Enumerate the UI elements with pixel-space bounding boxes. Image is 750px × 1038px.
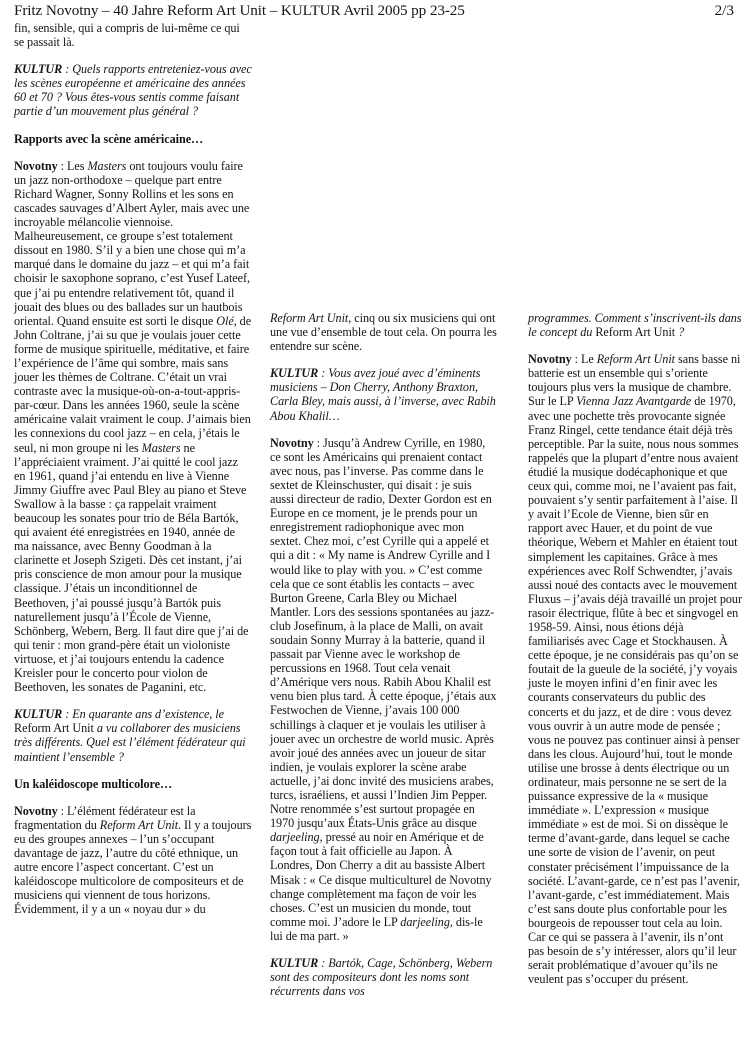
question-text: : En quarante ans d’existence, le [62,707,225,722]
speaker-label-kultur: KULTUR [14,707,63,722]
paragraph-text: , cinq ou six musiciens qui ont une vue d’ensemble de tout cela. On pourra les entendre sur scène. [270,311,497,354]
question-text: : Bartók, Cage, Schönberg, Webern sont des compositeurs dont les noms sont récurrents dans vos [270,956,493,999]
answer-text: , de John Coltrane, j’ai su que je voulais jouer cette forme de musique spirituelle, méditative, et faire l’expérience de l’âme qui sombre, mais sans jouer les thèmes de Coltrane. C’était un vrai contraste avec la musique-où-on-a-tout-appris-par-cœur. Dans les années 1960, seule la scène américaine valait vraiment le coup. J’aimais bien les connexions du cool jazz – en cela, j’étais le seul, ni mon groupe ni les [14,313,252,455]
question-text: : Vous avez joué avec d’éminents musiciens – Don Cherry, Anthony Braxton, Carla Bley, mais aussi, à l’inverse, avec Rabih Abou Khalil… [270,366,496,423]
group-name-reform-art-unit: Reform Art Unit [99,817,179,832]
answer-text: , dis-le lui de ma part. » [270,914,483,943]
answer-eminents-musiciens [270,436,498,943]
page-number: 2/3 [714,2,734,19]
question-compositeurs [270,956,498,998]
running-header-title: Fritz Novotny – 40 Jahre Reform Art Unit – KULTUR Avril 2005 pp 23-25 [14,2,465,19]
answer-text: : Les [57,158,88,173]
album-title-ole: Olé [216,313,234,328]
album-title-darjeeling: darjeeling [400,914,450,929]
paragraph-continuation [270,311,498,353]
speaker-label-kultur: KULTUR [14,62,63,77]
answer-rapports [14,159,252,695]
answer-text: ont toujours voulu faire un jazz non-orthodoxe – quelque part entre Richard Wagner, Sonny Rollins et les sons en cascades sauvages d’Albert Ayler, mais avec une incroyable mélancolie viennoise. Malheureusement, ce groupe s’est totalement dissout en 1980. S’il y a bien une chose qui m’a marqué dans le domaine du jazz – et qui m’a fait choisir le saxophone soprano, c’est Yusef Lateef, que j’ai pu entendre relativement tôt, quand il jouait des blues ou des ballades sur un hautbois oriental. Quand ensuite est sorti le disque [14,158,251,328]
question-rapports [14,62,252,118]
answer-text: ne l’appréciaient vraiment. J’ai quitté le cool jazz en 1961, quand j’ai entendu en live à Vienne Jimmy Giuffre avec Paul Bley au piano et Steve Swallow à la basse : ça rappelait vraiment beaucoup les sonates pour trio de Béla Bartók, qui avaient été enregistrées en 1940, année de ma naissance, avec Benny Goodman à la clarinette et Joseph Szigeti. Dès cet instant, j’ai pris conscience de mon amour pour la musique classique. J’étais un inconditionnel de Beethoven, j’ai poussé jusqu’à Bartók puis naturellement jusqu’à l’École de Vienne, Schönberg, Webern, Berg. Il faut dire que j’ai de qui tenir : mon grand-père était un violoniste virtuose, et j’ai toujours entendu la cadence Kreisler pour le concerto pour violon de Beethoven, les sonates de Paganini, etc. [14,440,249,695]
group-name-masters: Masters [141,440,181,455]
question-element-federateur [14,707,252,763]
section-heading-kaleidoscope: Un kaléidoscope multicolore… [14,776,173,791]
group-name-reform-art-unit: Reform Art Unit [596,352,676,367]
question-text: a vu collaborer des musiciens très différents. Quel est l’élément fédérateur qui maintient l’ensemble ? [14,721,246,764]
speaker-label-kultur: KULTUR [270,956,319,971]
answer-text: sans basse ni batterie est un ensemble qui s’oriente toujours plus vers la musique de chambre. Sur le LP [528,352,741,409]
album-title-vienna-jazz-avantgarde: Vienna Jazz Avantgarde [576,394,692,409]
album-title-darjeeling: darjeeling [270,830,320,845]
speaker-label-novotny: Novotny [14,803,58,818]
group-name-reform-art-unit: Reform Art Unit [14,721,94,736]
group-name-reform-art-unit: Reform Art Unit [270,311,349,325]
group-name-reform-art-unit: Reform Art Unit [595,325,676,340]
question-text: programmes. Comment s’inscrivent-ils dans le concept du [528,311,742,340]
article-column-2 [270,311,498,998]
answer-compositeurs [528,352,742,986]
answer-element-federateur [14,804,252,917]
question-text: : Quels rapports entreteniez-vous avec les scènes européenne et américaine des années 60 et 70 ? Vous êtes-vous sentis comme faisant partie d’un mouvement plus général ? [14,62,252,119]
answer-text: : Jusqu’à Andrew Cyrille, en 1980, ce sont les Américains qui prenaient contact avec nous, pas l’inverse. Pas comme dans le sextet de Kleinschuster, qui disait : je suis aussi directeur de radio, Dexter Gordon est en Europe en ce moment, je le prends pour un enregistrement radiophonique avec mon sextet. Chez moi, c’est Cyrille qui a appelé et qui a dit : « My name is Andrew Cyrille and I would like to play with you. » C’est comme cela que ce sont établis les contacts – avec Burton Greene, Carla Bley ou Michael Mantler. Lors des sessions spontanées au jazz-club Josefinum, à la place de Malli, on avait soudain Sonny Murray à la batterie, quand il passait par Vienne avec le workshop de percussions en 1968. Tout cela venait d’Amérique vers nous. Rabih Abou Khalil est venu bien plus tard. À cette époque, j’étais aux Festwochen de Vienne, j’avais 100 000 schillings à claquer et je voulais les utiliser à jouer avec un orchestre de world music. Après avoir joué des années avec un joueur de sitar indien, je voulais explorer la scène arabe actuelle, j’ai donc invité des musiciens arabes, turcs, israéliens, et aussi l’Indien Jim Pepper. Notre renommée s’est surtout propagée en 1970 jusqu’aux États-Unis grâce au disque [270,435,497,831]
question-compositeurs-continuation [528,311,742,339]
question-text: ? [675,325,685,340]
speaker-label-novotny: Novotny [270,435,314,450]
article-column-3 [528,311,742,986]
answer-text: : Le [571,352,597,367]
paragraph-continuation: fin, sensible, qui a compris de lui-même ce qui se passait là. [14,21,240,50]
answer-text: : L’élément fédérateur est la fragmentation du [14,803,196,832]
section-heading-scene-americaine: Rapports avec la scène américaine… [14,131,204,146]
speaker-label-kultur: KULTUR [270,366,319,381]
group-name-masters: Masters [87,158,127,173]
answer-text: . Il y a toujours eu des groupes annexes – l’un s’occupant davantage de jazz, l’autre du côté ethnique, un autre encore l’aspect concertant. C’est un kaléidoscope multicolore de compositeurs et de musiciens qui viennent de tous horizons. Évidemment, il y a un « noyau dur » du [14,817,252,917]
speaker-label-novotny: Novotny [528,352,572,367]
question-eminents-musiciens [270,366,498,422]
answer-text: , pressé au noir en Amérique et de façon tout à fait officielle au Japon. À Londres, Don Cherry a dit au bassiste Albert Misak : « Ce disque multiculturel de Novotny change complètement ma façon de voir les choses. C’est un musicien du monde, tout comme moi. J’adore le LP [270,830,492,929]
speaker-label-novotny: Novotny [14,158,58,173]
answer-text: de 1970, avec une pochette très provocante signée Franz Ringel, cette tendance était déjà très perceptible. Par la suite, nous nous sommes rappelés que la plupart d’entre nous avaient étudié la musique dodécaphonique et que ceux qui, comme moi, ne l’avaient pas fait, pouvaient s’y sentir parfaitement à l’aise. Il y avait l’Ecole de Vienne, bien sûr en rapport avec Hauer, et du point de vue théorique, Webern et Mahler en étaient tout simplement les capitaines. Grâce à mes expériences avec Rolf Schwendter, j’avais aussi noué des contacts avec le mouvement Fluxus – j’avais déjà travaillé un projet pour rasoir électrique, flûte à bec et singvogel en 1958-59. Ainsi, nous étions déjà familiarisés avec Cage et Stockhausen. À cette époque, je ne considérais pas qu’on se foutait de la gueule de la société, j’y voyais juste le moyen infini d’en finir avec les courants conservateurs du public des concerts et du jazz, et de dire : vous devez vous ouvrir à un autre mode de pensée ; vous ne pouvez pas continuer ainsi à penser dans les clous. Aujourd’hui, tout le monde utilise une brosse à dents électrique ou un ordinateur, mais personne ne se sert de la puissance expressive de la « musique immédiate ». L’expression « musique immédiate » est de moi. Si on dissèque le terme d’avant-garde, dans lequel se cache une sorte de vision de l’avenir, on peut constater précisément l’impuissance de la société. L’avant-garde, ce n’est pas l’avenir, l’avant-garde, c’est immédiatement. Mais c’est sans doute plus confortable pour les bourgeois de repousser tout cela au loin. Car ce qui se passera à l’avenir, ils n’ont pas besoin de s’y intéresser, alors qu’il leur serait problématique d’avouer qu’ils ne veulent pas s’occuper du présent. [528,394,742,987]
article-column-1 [14,21,252,916]
